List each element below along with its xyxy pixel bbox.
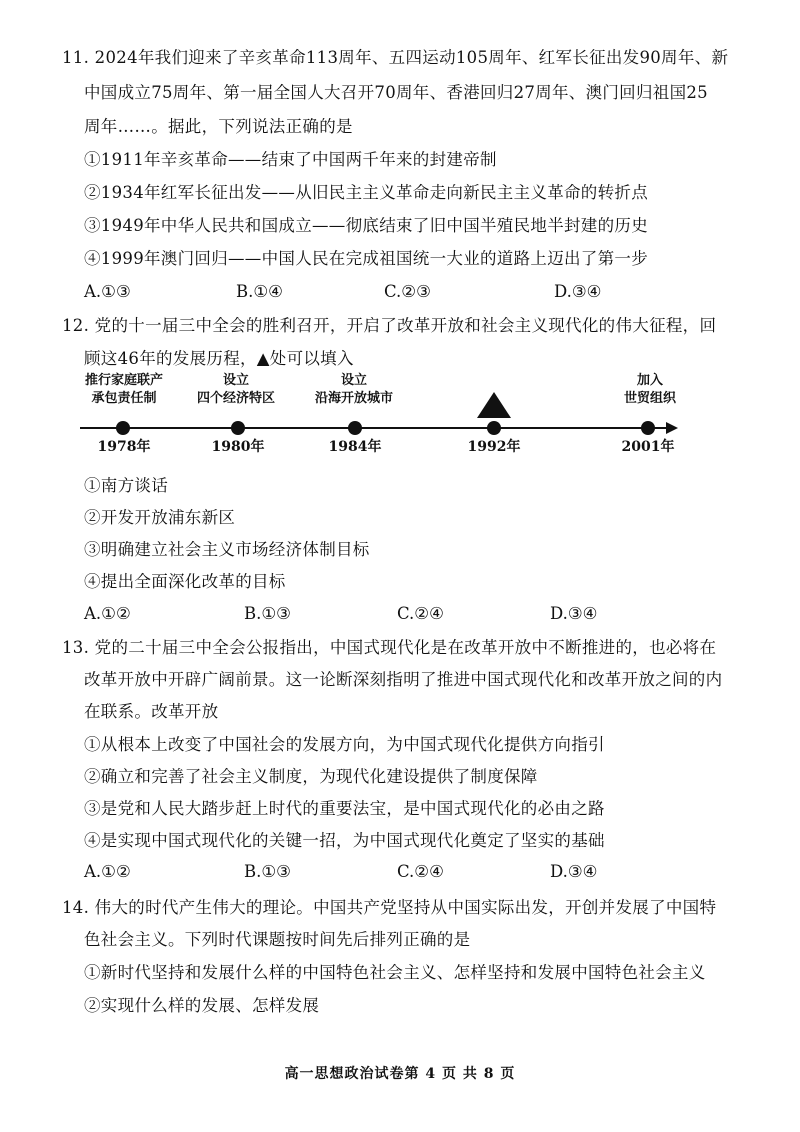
q13-item-2: ②确立和完善了社会主义制度，为现代化建设提供了制度保障 [84, 767, 538, 786]
q14-line-2: 色社会主义。下列时代课题按时间先后排列正确的是 [84, 930, 471, 949]
q13-item-1: ①从根本上改变了中国社会的发展方向，为中国式现代化提供方向指引 [84, 735, 605, 754]
timeline-dot-1978 [116, 421, 130, 435]
q11-item-3: ③1949年中华人民共和国成立——彻底结束了旧中国半殖民地半封建的历史 [84, 216, 648, 235]
q13-option-b[interactable]: B.①③ [244, 862, 291, 881]
q13-item-4: ④是实现中国式现代化的关键一招，为中国式现代化奠定了坚实的基础 [84, 831, 605, 850]
timeline-dot-1980 [231, 421, 245, 435]
timeline-year-1984: 1984年 [328, 439, 382, 455]
timeline-label-1984: 设立 沿海开放城市 [314, 373, 393, 406]
q13-line-1: 13. 党的二十届三中全会公报指出，中国式现代化是在改革开放中不断推进的，也必将在 [62, 638, 717, 657]
timeline-triangle-icon [477, 392, 511, 418]
q14-item-1: ①新时代坚持和发展什么样的中国特色社会主义、怎样坚持和发展中国特色社会主义 [84, 963, 706, 982]
q12-option-a[interactable]: A.①② [84, 604, 131, 623]
q13-line-3: 在联系。改革开放 [84, 702, 219, 721]
timeline-year-2001: 2001年 [621, 439, 675, 455]
q11-option-b[interactable]: B.①④ [236, 282, 283, 301]
timeline-label-1978: 推行家庭联产 承包责任制 [84, 373, 163, 406]
timeline-arrow-icon [666, 422, 678, 434]
q13-option-a[interactable]: A.①② [84, 862, 131, 881]
q13-item-3: ③是党和人民大踏步赶上时代的重要法宝，是中国式现代化的必由之路 [84, 799, 605, 818]
q11-options [84, 282, 724, 302]
q11-item-1: ①1911年辛亥革命——结束了中国两千年来的封建帝制 [84, 150, 497, 169]
timeline-label-2001: 加入 世贸组织 [623, 373, 676, 406]
q14-line-1: 14. 伟大的时代产生伟大的理论。中国共产党坚持从中国实际出发，开创并发展了中国特 [62, 898, 717, 917]
q13-line-2: 改革开放中开辟广阔前景。这一论断深刻指明了推进中国式现代化和改革开放之间的内 [84, 670, 723, 689]
q12-item-4: ④提出全面深化改革的目标 [84, 572, 286, 591]
q11-line-3: 周年……。据此，下列说法正确的是 [84, 117, 353, 136]
q14-item-2: ②实现什么样的发展、怎样发展 [84, 996, 320, 1015]
page-footer: 高一思想政治试卷第 4 页 共 8 页 [284, 1066, 516, 1082]
timeline-year-1980: 1980年 [211, 439, 265, 455]
q11-option-c[interactable]: C.②③ [384, 282, 431, 301]
q11-line-1: 11. 2024年我们迎来了辛亥革命113周年、五四运动105周年、红军长征出发90周年、新 [62, 48, 729, 67]
q12-timeline [80, 370, 700, 460]
timeline-year-1978: 1978年 [97, 439, 151, 455]
q11-item-2: ②1934年红军长征出发——从旧民主主义革命走向新民主主义革命的转折点 [84, 183, 648, 202]
q12-option-d[interactable]: D.③④ [550, 604, 598, 623]
q12-item-2: ②开发开放浦东新区 [84, 508, 236, 527]
q11-line-2: 中国成立75周年、第一届全国人大召开70周年、香港回归27周年、澳门回归祖国25 [84, 83, 708, 102]
timeline-year-1992: 1992年 [467, 439, 521, 455]
q11-option-d[interactable]: D.③④ [554, 282, 602, 301]
q13-option-d[interactable]: D.③④ [550, 862, 598, 881]
q12-line-1: 12. 党的十一届三中全会的胜利召开，开启了改革开放和社会主义现代化的伟大征程，回 [62, 316, 717, 335]
timeline-dot-1984 [348, 421, 362, 435]
q13-options [84, 862, 724, 882]
q11-item-4: ④1999年澳门回归——中国人民在完成祖国统一大业的道路上迈出了第一步 [84, 249, 648, 268]
q12-line-2: 顾这46年的发展历程，▲处可以填入 [84, 349, 354, 368]
q12-options [84, 604, 724, 624]
timeline-dot-2001 [641, 421, 655, 435]
q13-option-c[interactable]: C.②④ [397, 862, 444, 881]
q12-item-1: ①南方谈话 [84, 476, 168, 495]
q12-item-3: ③明确建立社会主义市场经济体制目标 [84, 540, 370, 559]
q12-option-c[interactable]: C.②④ [397, 604, 444, 623]
timeline-label-1980: 设立 四个经济特区 [196, 373, 275, 406]
q11-option-a[interactable]: A.①③ [84, 282, 131, 301]
q12-option-b[interactable]: B.①③ [244, 604, 291, 623]
timeline-axis [80, 427, 670, 429]
timeline-dot-1992 [487, 421, 501, 435]
